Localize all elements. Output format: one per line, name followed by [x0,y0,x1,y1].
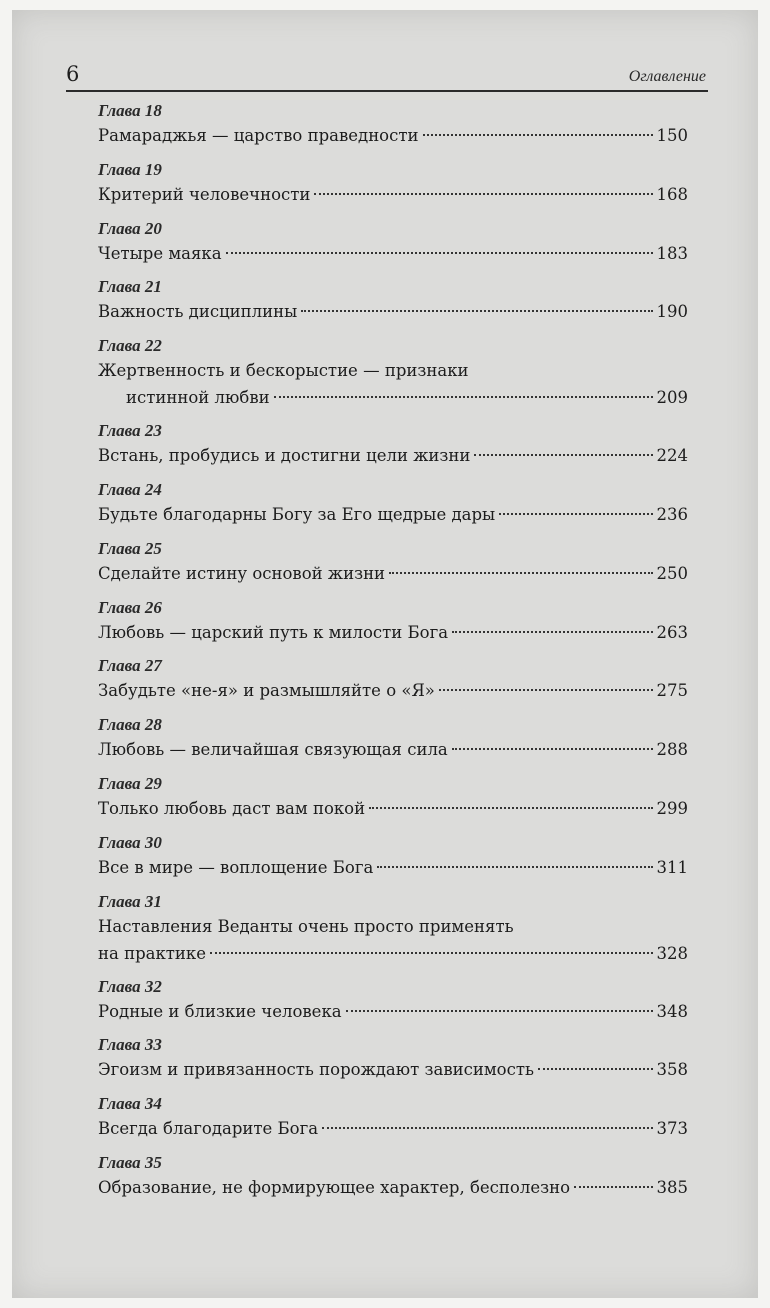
dot-leader [452,631,652,633]
toc-entry [98,1034,688,1093]
chapter-label: Глава 25 [98,538,162,558]
page-reference: 311 [656,857,688,877]
toc-entry [98,276,688,335]
chapter-title: Будьте благодарны Богу за Его щедрые дары [98,504,496,524]
page-number: 6 [66,62,80,86]
page-reference: 358 [656,1060,688,1080]
page-reference: 209 [656,388,688,408]
chapter-label: Глава 22 [98,336,162,356]
toc-entry [98,479,688,538]
toc-entry [98,538,688,597]
chapter-title: Образование, не формирующее характер, бесполезно [98,1177,571,1197]
dot-leader [474,454,652,456]
chapter-title: Забудьте «не-я» и размышляйте о «Я» [98,681,435,701]
chapter-label: Глава 21 [98,277,162,297]
chapter-title: Сделайте истину основой жизни [98,563,386,583]
page-reference: 183 [656,243,688,263]
title-line [98,736,688,763]
chapter-label: Глава 34 [98,1094,162,1114]
chapter-title: Эгоизм и привязанность порождают зависимость [98,1060,534,1080]
page-reference: 288 [656,740,688,760]
title-line [98,298,688,325]
chapter-title: Всегда благодарите Бога [98,1119,319,1139]
chapter-label: Глава 26 [98,597,162,617]
chapter-label: Глава 29 [98,773,162,793]
dot-leader [377,866,652,868]
toc-entry [98,714,688,773]
toc-entry [98,100,688,159]
page-reference: 373 [656,1119,688,1139]
page-reference: 190 [656,302,688,322]
toc-entry [98,832,688,891]
title-line [98,619,688,646]
toc-entry [98,1152,688,1211]
chapter-label: Глава 20 [98,218,162,238]
chapter-label: Глава 32 [98,976,162,996]
dot-leader [369,807,652,809]
toc-entry [98,335,688,420]
page-header [66,62,708,92]
title-line [98,122,688,149]
dot-leader [439,689,653,691]
chapter-title-line1: Жертвенность и бескорыстие — признаки [98,361,469,381]
page-reference: 236 [656,504,688,524]
dot-leader [274,396,653,398]
title-line [98,795,688,822]
chapter-title-line1: Наставления Веданты очень просто применять [98,916,514,936]
page-reference: 275 [656,681,688,701]
dot-leader [499,513,652,515]
page-reference: 150 [656,126,688,145]
chapter-title: Любовь — царский путь к милости Бога [98,622,449,642]
chapter-title: Критерий человечности [98,184,311,204]
dot-leader [346,1010,653,1012]
title-line [98,1056,688,1083]
dot-leader [322,1127,652,1129]
toc-entry [98,773,688,832]
toc-entry [98,597,688,656]
page-reference: 250 [656,563,688,583]
title-line [98,1174,688,1201]
dot-leader [389,572,652,574]
toc-entry [98,218,688,277]
page-reference: 263 [656,622,688,642]
title-line [98,998,688,1025]
page-reference: 168 [656,184,688,204]
chapter-title: Все в мире — воплощение Бога [98,857,374,877]
page-reference: 328 [656,943,688,963]
chapter-label: Глава 19 [98,159,162,179]
chapter-label: Глава 33 [98,1035,162,1055]
running-head: Оглавление [628,68,706,85]
dot-leader [314,193,652,195]
title-line [98,384,688,411]
toc-entry [98,976,688,1035]
chapter-label: Глава 24 [98,479,162,499]
page-reference: 224 [656,446,688,466]
dot-leader [538,1068,653,1070]
dot-leader [452,748,653,750]
title-line [98,442,688,469]
dot-leader [210,952,653,954]
title-line [98,501,688,528]
page-reference: 385 [656,1177,688,1197]
title-line [98,181,688,208]
toc-entry [98,655,688,714]
dot-leader [574,1186,652,1188]
dot-leader [423,134,653,136]
title-line [98,677,688,704]
chapter-title: Родные и близкие человека [98,1001,342,1021]
chapter-label: Глава 28 [98,715,162,735]
title-line [98,854,688,881]
toc-entry [98,1093,688,1152]
page-reference: 299 [656,798,688,818]
title-line [98,240,688,267]
toc-entry [98,159,688,218]
chapter-label: Глава 27 [98,656,162,676]
chapter-label: Глава 30 [98,832,162,852]
chapter-label: Глава 31 [98,891,162,911]
chapter-title: Четыре маяка [98,243,222,263]
chapter-title: Любовь — величайшая связующая сила [98,740,448,760]
chapter-title: Встань, пробудись и достигни цели жизни [98,446,471,466]
title-line [98,1115,688,1142]
title-line [98,940,688,967]
chapter-label: Глава 23 [98,421,162,441]
chapter-title-line2: истинной любви [126,388,270,408]
chapter-title: Рамараджья — царство праведности [98,126,419,145]
page-reference: 348 [656,1001,688,1021]
title-line [98,560,688,587]
toc-entry [98,420,688,479]
chapter-label: Глава 18 [98,101,162,120]
dot-leader [301,310,652,312]
chapter-label: Глава 35 [98,1152,162,1172]
chapter-title-line2: на практике [98,943,206,963]
toc-entry [98,891,688,976]
chapter-title: Важность дисциплины [98,302,298,322]
table-of-contents [98,100,688,1211]
chapter-title: Только любовь даст вам покой [98,798,366,818]
dot-leader [226,252,653,254]
